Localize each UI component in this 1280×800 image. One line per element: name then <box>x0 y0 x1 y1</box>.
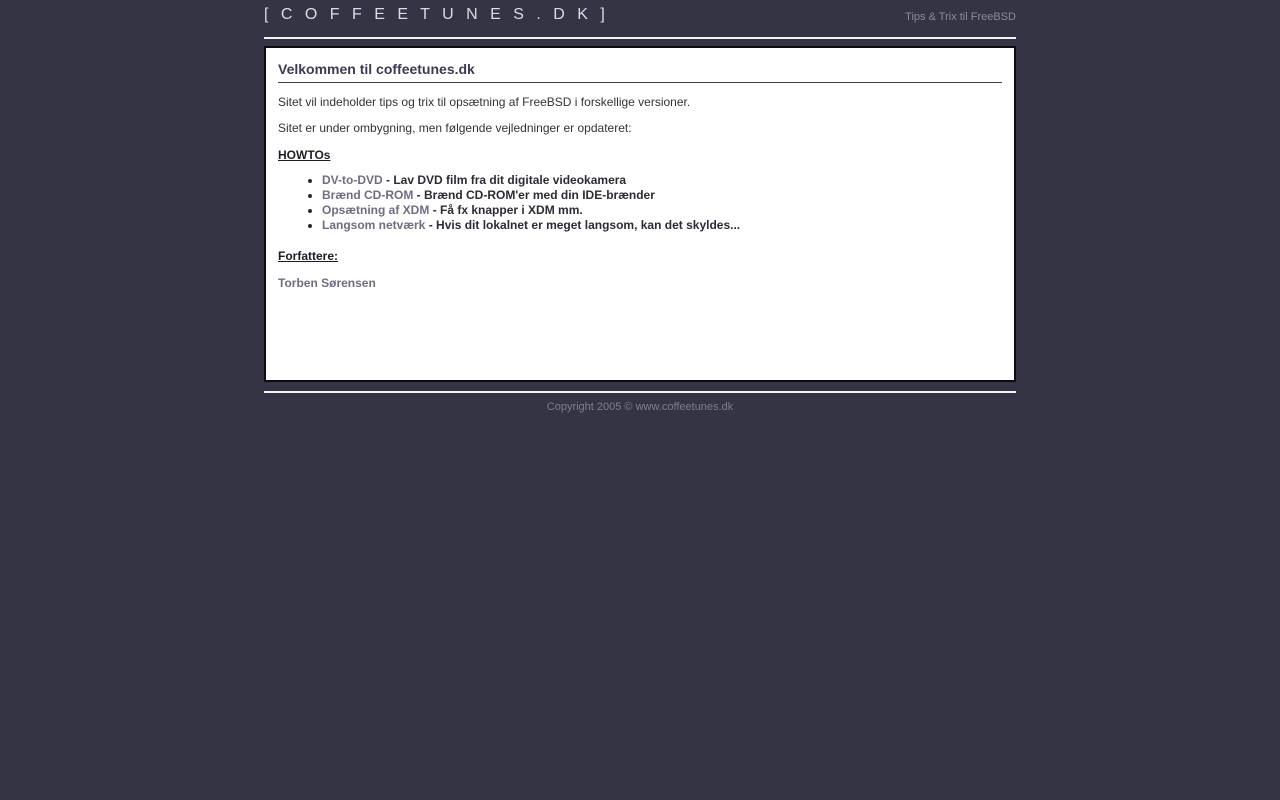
page-title: Velkommen til coffeetunes.dk <box>278 61 1002 83</box>
howto-link-braend-cd-rom[interactable]: Brænd CD-ROM <box>322 188 414 202</box>
howto-link-langsom-netvaerk[interactable]: Langsom netværk <box>322 218 426 232</box>
howto-description: - Brænd CD-ROM'er med din IDE-brænder <box>416 188 655 202</box>
howto-description: - Lav DVD film fra dit digitale videokamera <box>386 173 627 187</box>
howto-item <box>322 188 1002 203</box>
howtos-heading: HOWTOs <box>278 148 331 162</box>
intro-paragraph-2: Sitet er under ombygning, men følgende vejledninger er opdateret: <box>278 121 632 135</box>
howto-link-opsaetning-af-xdm[interactable]: Opsætning af XDM <box>322 203 430 217</box>
howto-description: - Hvis dit lokalnet er meget langsom, kan det skyldes... <box>428 218 741 232</box>
footer-divider <box>264 391 1016 393</box>
intro-paragraph-1: Sitet vil indeholder tips og trix til opsætning af FreeBSD i forskellige versioner. <box>278 95 691 109</box>
authors-heading: Forfattere: <box>278 249 339 263</box>
content-box <box>264 46 1016 382</box>
site-header <box>264 5 1016 25</box>
site-tagline: Tips & Trix til FreeBSD <box>905 11 1016 23</box>
howto-item <box>322 173 1002 188</box>
howto-item <box>322 203 1002 218</box>
howto-description: - Få fx knapper i XDM mm. <box>432 203 583 217</box>
header-divider <box>264 37 1016 39</box>
howto-list <box>278 173 1002 233</box>
howto-link-dv-to-dvd[interactable]: DV-to-DVD <box>322 173 383 187</box>
copyright-text: Copyright 2005 © www.coffeetunes.dk <box>546 401 734 413</box>
site-brand: [ C O F F E E T U N E S . D K ] <box>264 6 609 23</box>
author-name: Torben Sørensen <box>278 276 376 290</box>
page-container <box>264 0 1016 413</box>
howto-item <box>322 218 1002 233</box>
